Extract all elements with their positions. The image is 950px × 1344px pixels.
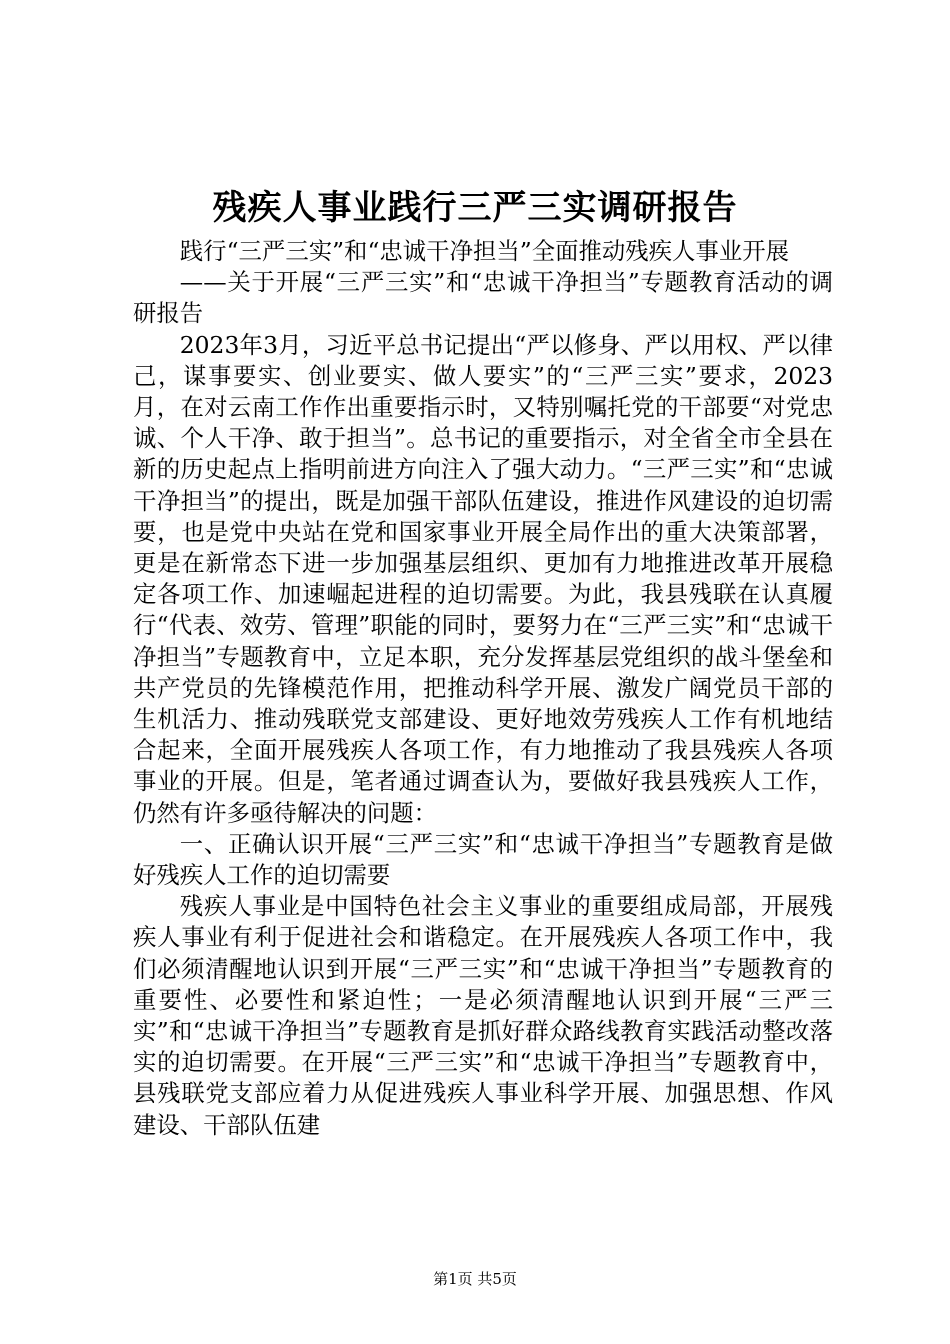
document-title: 残疾人事业践行三严三实调研报告 <box>212 188 738 228</box>
section-heading: 一、正确认识开展“三严三实”和“忠诚干净担当”专题教育是做好残疾人工作的迫切需要 <box>133 829 833 890</box>
subtitle-paragraph: 践行“三严三实”和“忠诚干净担当”全面推动残疾人事业开展 <box>179 237 790 265</box>
body-paragraph: 2023年3月，习近平总书记提出“严以修身、严以用权、严以律己，谋事要实、创业要实、做人要实”的“三严三实”要求，2023月，在对云南工作作出重要指示时，又特别嘱托党的干部要“对党忠诚、个人干净、敢于担当”。总书记的重要指示，对全省全市全县在新的历史起点上指明前进方向注入了强大动力。“三严三实”和“忠诚干净担当”的提出，既是加强干部队伍建设，推进作风建设的迫切需要，也是党中央站在党和国家事业开展全局作出的重大决策部署，更是在新常态下进一步加强基层组织、更加有力地推进改革开展稳定各项工作、加速崛起进程的迫切需要。为此，我县残联在认真履行“代表、效劳、管理”职能的同时，要努力在“三严三实”和“忠诚干净担当”专题教育中，立足本职，充分发挥基层党组织的战斗堡垒和共产党员的先锋模范作用，把推动科学开展、激发广阔党员干部的生机活力、推动残联党支部建设、更好地效劳残疾人工作有机地结合起来，全面开展残疾人各项工作，有力地推动了我县残疾人各项事业的开展。但是，笔者通过调查认为，要做好我县残疾人工作，仍然有许多亟待解决的问题： <box>133 330 833 827</box>
document-body <box>133 236 833 1141</box>
body-paragraph: 残疾人事业是中国特色社会主义事业的重要组成局部，开展残疾人事业有利于促进社会和谐稳定。在开展残疾人各项工作中，我们必须清醒地认识到开展“三严三实”和“忠诚干净担当”专题教育的重要性、必要性和紧迫性；一是必须清醒地认识到开展“三严三实”和“忠诚干净担当”专题教育是抓好群众路线教育实践活动整改落实的迫切需要。在开展“三严三实”和“忠诚干净担当”专题教育中，县残联党支部应着力从促进残疾人事业科学开展、加强思想、作风建设、干部队伍建 <box>133 892 833 1139</box>
subtitle-paragraph-2: ——关于开展“三严三实”和“忠诚干净担当”专题教育活动的调研报告 <box>133 268 833 328</box>
page-footer: 第1页 共5页 <box>433 1270 517 1288</box>
